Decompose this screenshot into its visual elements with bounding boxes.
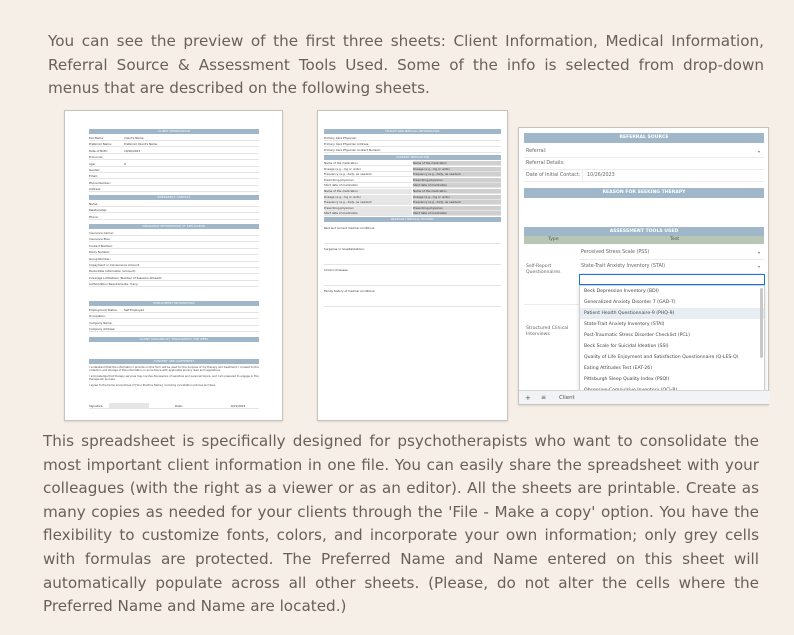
current-medication-header: CURRENT MEDICATION bbox=[324, 155, 501, 160]
tool-value: Perceived Stress Scale (PSS) bbox=[581, 250, 650, 255]
sheet-row bbox=[89, 167, 259, 173]
row-label: Full Name: bbox=[89, 136, 104, 140]
medication-cell[interactable]: Name of the medication bbox=[413, 189, 501, 194]
referral-row[interactable] bbox=[524, 146, 764, 158]
referral-row[interactable] bbox=[524, 158, 764, 170]
referral-assessment-sheet-preview bbox=[518, 127, 769, 405]
sheet-row bbox=[89, 173, 259, 179]
sheet-row bbox=[89, 320, 259, 326]
row-label: Age: bbox=[89, 161, 96, 166]
sheet-row bbox=[89, 262, 259, 268]
row-label: Email: bbox=[89, 174, 98, 179]
medication-cell[interactable]: Frequency (e.g., daily, as needed) bbox=[413, 200, 501, 205]
medication-cell[interactable]: Prescribing physician bbox=[413, 206, 501, 211]
tool-row[interactable] bbox=[579, 246, 764, 260]
row-label: Company Address: bbox=[89, 327, 116, 332]
history-row[interactable]: Past and current medical conditions: bbox=[324, 224, 501, 244]
medical-info-header: HEALTH AND MEDICAL INFORMATION bbox=[324, 129, 501, 134]
tool-value: State-Trait Anxiety Inventory (STAI) bbox=[581, 264, 666, 269]
medication-cell[interactable]: Dosage (e.g., mg or units) bbox=[413, 167, 501, 172]
sheet-row bbox=[89, 214, 259, 220]
signature-label: Signature: bbox=[89, 404, 104, 408]
sheet-row bbox=[89, 161, 259, 167]
medication-cell[interactable]: Start date of medication bbox=[324, 211, 412, 216]
availability-header: CLIENT AVAILABILITY THROUGHOUT THE WEEK bbox=[89, 337, 259, 342]
sheet-row bbox=[89, 148, 259, 154]
dropdown-option[interactable]: Eating Attitudes Test (EAT-26) bbox=[584, 366, 652, 371]
dropdown-option[interactable]: State-Trait Anxiety Inventory (STAI) bbox=[584, 322, 665, 327]
dropdown-option[interactable]: Generalized Anxiety Disorder 7 (GAD-7) bbox=[584, 300, 676, 305]
sheet-row bbox=[89, 141, 259, 147]
medication-cell[interactable]: Name of the medication bbox=[324, 161, 412, 166]
sheet-row bbox=[89, 281, 259, 287]
description-paragraph: This spreadsheet is specifically designed for psychotherapists who want to consolidate the most important client information in one file. You can easily share the spreadsheet with your colleagues (with the right as a viewer or as an editor). All the sheets are printable. Create as many copies as needed for your clients through the 'File - Make a copy' option. You have the flexibility to customize fonts, colors, and incorporate your own information; only grey cells with formulas are protected. The Preferred Name and Name entered on this sheet will automatically populate across all other sheets. (Please, do not alter the cells where the Preferred Name and Name are located.) bbox=[43, 432, 759, 616]
physician-row[interactable]: Primary Care Physician Address: bbox=[324, 141, 501, 147]
dropdown-option[interactable]: Quality of Life Enjoyment and Satisfaction Questionnaire (Q-LES-Q) bbox=[584, 355, 739, 360]
tool-row[interactable] bbox=[579, 260, 764, 274]
row-label: Preferred Name: bbox=[89, 142, 112, 147]
dropdown-scrollbar[interactable] bbox=[760, 288, 763, 358]
row-label: Employment Status: bbox=[89, 308, 118, 312]
add-sheet-button[interactable]: + bbox=[525, 394, 531, 402]
sheet-row bbox=[89, 268, 259, 274]
col-test: Test bbox=[670, 237, 680, 242]
referral-source-header: REFERRAL SOURCE bbox=[524, 133, 764, 143]
dropdown-option[interactable]: Post-Traumatic Stress Disorder Checklist (PCL) bbox=[584, 333, 690, 338]
sheet-row bbox=[89, 180, 259, 186]
row-label: Phone: bbox=[89, 214, 99, 219]
physician-row[interactable]: Primary Care Physician: bbox=[324, 135, 501, 141]
reason-header: REASON FOR SEEKING THERAPY bbox=[524, 188, 764, 198]
row-label: Policy Number: bbox=[89, 250, 111, 255]
date-label: Date: bbox=[175, 404, 183, 408]
signature-field[interactable] bbox=[109, 403, 149, 408]
row-label: Insurance Plan: bbox=[89, 237, 111, 242]
consent-text: I understand that the information I provide on this form will be used for the purpose of my therapy and treatment. I consent to the collection and storage of this information in accordance with applicable privacy laws and regulations. I acknowledge that therapy services may involve discussions of sensitive and personal topics, and I am prepared to engage in this therapeutic process. I agree to the terms and policies of [Your Practice Name], including cancellation policies and fees. bbox=[89, 366, 259, 387]
medication-cell[interactable]: Name of the medication bbox=[324, 189, 412, 194]
medication-cell[interactable]: Start date of medication bbox=[324, 183, 412, 188]
assessment-tools-header: ASSESSMENT TOOLS USED bbox=[524, 227, 764, 237]
sheet-row bbox=[89, 135, 259, 141]
row-label: Occupation: bbox=[89, 314, 106, 319]
referral-label: Referral Details: bbox=[526, 161, 565, 166]
medication-cell[interactable]: Frequency (e.g., daily, as needed) bbox=[413, 172, 501, 177]
row-value[interactable]: Self Employed bbox=[124, 308, 145, 312]
sheet-row bbox=[89, 201, 259, 207]
referral-row[interactable] bbox=[524, 170, 764, 182]
sheet-row bbox=[89, 207, 259, 213]
row-label: Authorization Requirements, if any: bbox=[89, 282, 139, 287]
consent-header: CONSENT AND AGREEMENT bbox=[89, 359, 259, 364]
sheet-row bbox=[89, 186, 259, 192]
sheet-row bbox=[89, 230, 259, 236]
dropdown-option[interactable]: Patient Health Questionnaire-9 (PHQ-9) bbox=[580, 308, 764, 319]
row-label: Coverage Limitations (Number of Sessions Allowed): bbox=[89, 275, 163, 280]
col-type: Type bbox=[548, 237, 559, 242]
chevron-down-icon[interactable]: ▾ bbox=[757, 264, 760, 269]
medication-cell[interactable]: Frequency (e.g., daily, as needed) bbox=[324, 172, 412, 177]
history-row[interactable]: Family history of medical conditions: bbox=[324, 287, 501, 307]
medical-history-header: RELEVANT MEDICAL HISTORY bbox=[324, 217, 501, 222]
sheet-row bbox=[89, 154, 259, 160]
row-value[interactable]: 0 bbox=[124, 161, 126, 166]
referral-label: Referral: bbox=[526, 149, 547, 154]
sheet-row bbox=[89, 256, 259, 262]
row-label: Company Name: bbox=[89, 320, 113, 325]
row-label: Relationship: bbox=[89, 208, 108, 213]
emergency-contact-header: EMERGENCY CONTACT bbox=[89, 195, 259, 200]
structured-interviews-label: Structured Clinical Interviews bbox=[526, 326, 569, 337]
sheet-row bbox=[89, 249, 259, 255]
medication-cell[interactable]: Frequency (e.g., daily, as needed) bbox=[324, 200, 412, 205]
row-label: Name: bbox=[89, 202, 99, 206]
medication-cell[interactable]: Prescribing physician bbox=[324, 178, 412, 183]
row-label: Contact Number: bbox=[89, 243, 113, 248]
active-test-cell[interactable] bbox=[579, 274, 765, 285]
client-information-sheet-preview bbox=[64, 110, 283, 421]
client-info-header: CLIENT INFORMATION bbox=[89, 129, 259, 134]
tools-column-header bbox=[524, 236, 764, 244]
referral-value[interactable]: 10/26/2023 bbox=[582, 170, 764, 182]
row-value[interactable]: Preferred Client's Name bbox=[124, 142, 158, 147]
row-value[interactable]: Client's Name bbox=[124, 136, 144, 140]
all-sheets-menu-icon[interactable]: ≡ bbox=[541, 394, 547, 401]
medication-cell[interactable]: Prescribing physician bbox=[324, 206, 412, 211]
physician-row[interactable]: Primary Care Physician Contact Number: bbox=[324, 147, 501, 153]
row-label: Insurance Carrier: bbox=[89, 231, 115, 235]
sheet-row bbox=[89, 313, 259, 319]
medication-cell[interactable]: Dosage (e.g., mg or units) bbox=[324, 195, 412, 200]
insurance-header: INSURANCE INFORMATION (IF APPLICABLE) bbox=[89, 224, 259, 229]
medical-information-sheet-preview bbox=[317, 110, 508, 421]
row-value[interactable]: 10/26/2023 bbox=[124, 148, 141, 153]
row-label: Date of Birth: bbox=[89, 148, 108, 153]
referral-label: Date of Initial Contact: bbox=[526, 173, 581, 178]
dropdown-option[interactable]: Pittsburgh Sleep Quality Index (PSQI) bbox=[584, 377, 670, 382]
history-row[interactable]: Surgeries or hospitalizations: bbox=[324, 245, 501, 265]
row-label: Gender: bbox=[89, 168, 101, 172]
sheet-row bbox=[89, 275, 259, 281]
medication-cell[interactable]: Start date of medication bbox=[413, 211, 501, 216]
test-dropdown-list bbox=[579, 285, 765, 395]
row-label: Deductible Information (Amount): bbox=[89, 269, 137, 274]
sheet-tab-bar bbox=[519, 390, 770, 404]
medication-cell[interactable]: Dosage (e.g., mg or units) bbox=[324, 167, 412, 172]
medication-cell[interactable]: Name of the medication bbox=[413, 161, 501, 166]
employment-header: EMPLOYMENT INFORMATION bbox=[89, 301, 259, 306]
medication-cell[interactable]: Prescribing physician bbox=[413, 178, 501, 183]
dropdown-option[interactable]: Beck Depression Inventory (BDI) bbox=[584, 289, 659, 294]
medication-cell[interactable]: Start date of medication bbox=[413, 183, 501, 188]
intro-paragraph: You can see the preview of the first three sheets: Client Information, Medical Information, Referral Source & Assessment Tools Used. Some of the info is selected from drop-down menus that are described on the following sheets. bbox=[48, 32, 764, 98]
signature-row bbox=[89, 403, 259, 409]
chevron-down-icon[interactable]: ▾ bbox=[757, 149, 760, 154]
date-value: 8/21/2023 bbox=[231, 404, 246, 408]
row-label: Pronouns: bbox=[89, 155, 103, 160]
chevron-down-icon[interactable]: ▾ bbox=[757, 250, 760, 255]
sheet-row bbox=[89, 243, 259, 249]
sheet-row bbox=[89, 236, 259, 242]
tab-client[interactable]: Client bbox=[559, 395, 575, 401]
row-label: Address: bbox=[89, 187, 102, 192]
row-label: Phone Number: bbox=[89, 180, 111, 185]
sheet-row bbox=[89, 307, 259, 313]
history-row[interactable]: Chronic Illnesses: bbox=[324, 266, 501, 286]
medication-cell[interactable]: Dosage (e.g., mg or units) bbox=[413, 195, 501, 200]
row-label: Copayment or Coinsurance Amount: bbox=[89, 263, 140, 267]
dropdown-option[interactable]: Beck Scale for Suicidal Ideation (SSI) bbox=[584, 344, 669, 349]
sheet-row bbox=[89, 326, 259, 332]
row-label: Group Number: bbox=[89, 256, 111, 261]
self-report-label: Self-Report Questionnaires bbox=[526, 264, 561, 275]
